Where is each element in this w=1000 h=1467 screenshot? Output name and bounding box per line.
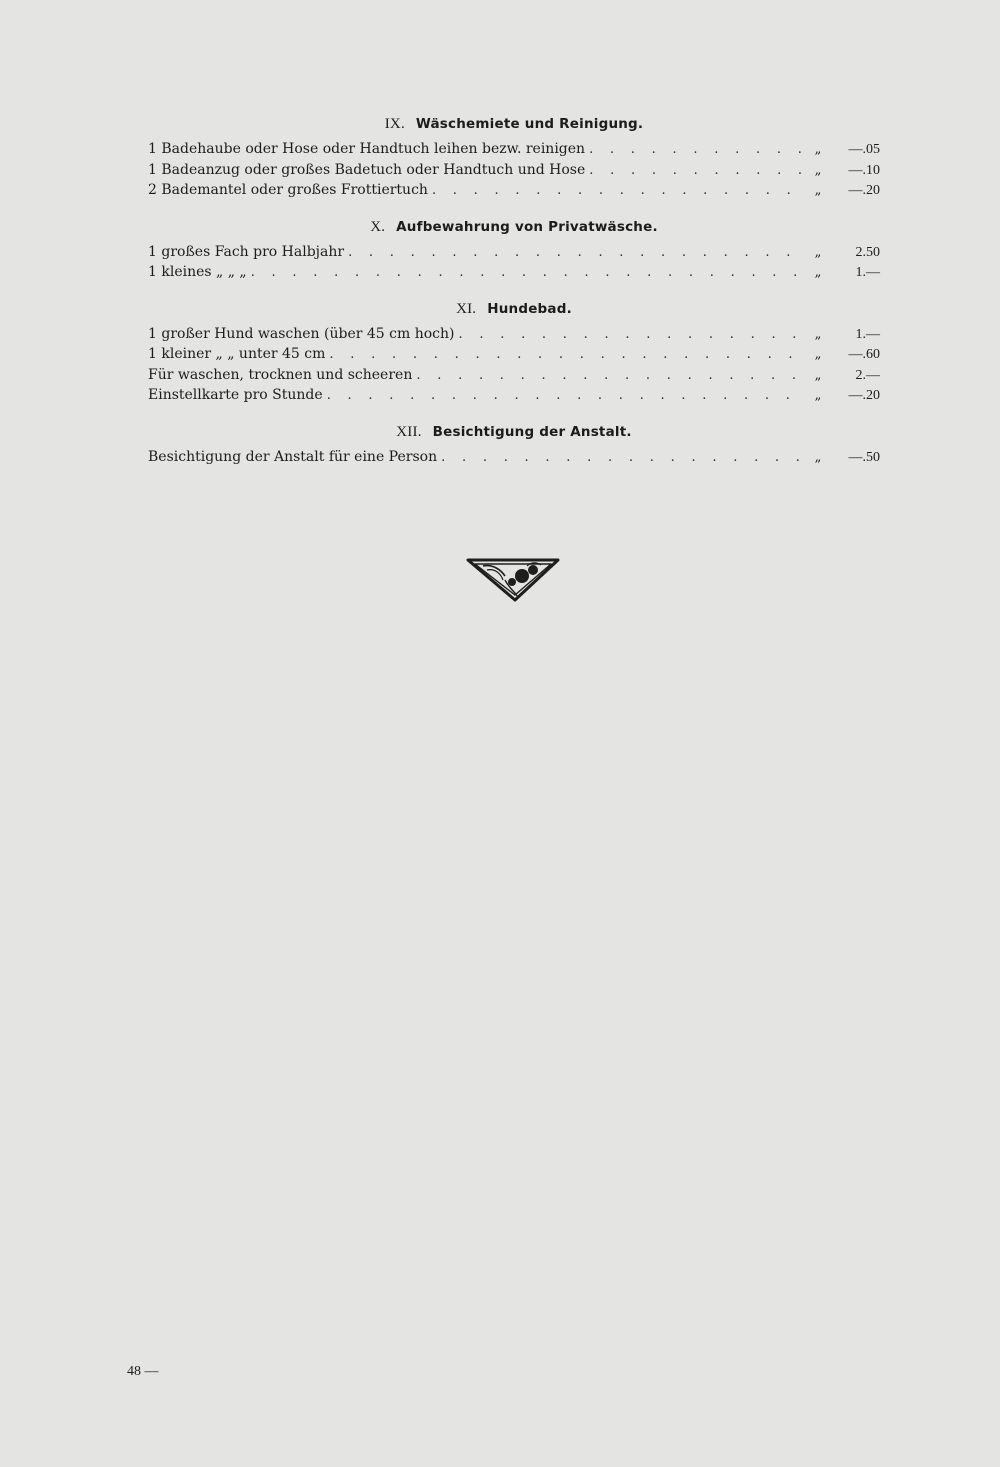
item-price: —.60 [848, 347, 880, 362]
item-price: —.10 [848, 162, 880, 178]
section-ix [148, 112, 880, 201]
ditto-mark: „ [814, 183, 822, 198]
item-price: —.05 [848, 142, 880, 157]
ditto-mark: „ [814, 367, 822, 383]
price-row [148, 365, 880, 386]
item-description: 1 großer Hund waschen (über 45 cm hoch) [148, 325, 455, 342]
item-price: 2.50 [855, 244, 880, 260]
item-description: 1 großes Fach pro Halbjahr [148, 243, 345, 260]
section-heading [148, 112, 880, 135]
dot-leader [416, 366, 804, 387]
price-row [148, 262, 880, 283]
dot-leader [432, 181, 804, 202]
dot-leader [329, 345, 804, 366]
price-row [148, 139, 880, 160]
section-items [148, 447, 880, 468]
section-number: X. [370, 218, 386, 235]
price-row [148, 385, 880, 406]
section-heading [148, 215, 880, 238]
item-description: 1 Badehaube oder Hose oder Handtuch leihen bezw. reinigen [148, 141, 586, 157]
price-list [148, 112, 880, 481]
item-price: —.20 [848, 388, 880, 403]
section-heading [148, 420, 880, 443]
item-description: 2 Bademantel oder großes Frottiertuch [148, 182, 428, 198]
section-x [148, 215, 880, 283]
ditto-mark: „ [814, 162, 822, 178]
price-row [148, 324, 880, 345]
item-price: —.50 [848, 449, 880, 465]
item-description: Einstellkarte pro Stunde [148, 387, 323, 403]
price-row [148, 447, 880, 468]
dot-leader [589, 161, 804, 182]
price-row [148, 160, 880, 181]
section-xii [148, 420, 880, 468]
section-title: Wäschemiete und Reinigung. [415, 116, 644, 132]
price-row [148, 180, 880, 201]
ditto-mark: „ [814, 449, 822, 465]
ditto-mark: „ [814, 347, 822, 362]
item-price: 1.— [855, 326, 880, 342]
ditto-mark: „ [814, 326, 822, 342]
item-price: 1.— [855, 265, 880, 280]
ditto-mark: „ [814, 388, 822, 403]
section-xi [148, 297, 880, 406]
dot-leader [327, 386, 804, 407]
section-number: XI. [456, 300, 477, 317]
dot-leader [441, 448, 804, 469]
section-items [148, 242, 880, 283]
price-row [148, 344, 880, 365]
section-items [148, 324, 880, 406]
section-title: Aufbewahrung von Privatwäsche. [396, 218, 658, 235]
dot-leader [589, 140, 804, 161]
ditto-mark: „ [814, 142, 822, 157]
section-items [148, 139, 880, 201]
item-description: 1 Badeanzug oder großes Badetuch oder Handtuch und Hose [148, 161, 586, 178]
triangular-vignette-ornament-icon [465, 556, 561, 604]
ditto-mark: „ [814, 244, 822, 260]
item-description: 1 kleiner „ „ unter 45 cm [148, 346, 326, 362]
section-heading [148, 297, 880, 320]
section-title: Hundebad. [487, 300, 572, 317]
section-title: Besichtigung der Anstalt. [432, 423, 632, 440]
item-description: Für waschen, trocknen und scheeren [148, 366, 413, 383]
item-price: —.20 [848, 183, 880, 198]
page-number: 48 — [127, 1364, 159, 1379]
ditto-mark: „ [814, 265, 822, 280]
dot-leader [458, 325, 804, 346]
price-row [148, 242, 880, 263]
item-description: Besichtigung der Anstalt für eine Person [148, 448, 438, 465]
dot-leader [348, 243, 804, 264]
item-price: 2.— [855, 367, 880, 383]
section-number: XII. [396, 423, 422, 440]
dot-leader [251, 263, 804, 284]
section-number: IX. [384, 116, 405, 132]
item-description: 1 kleines „ „ „ [148, 264, 247, 280]
